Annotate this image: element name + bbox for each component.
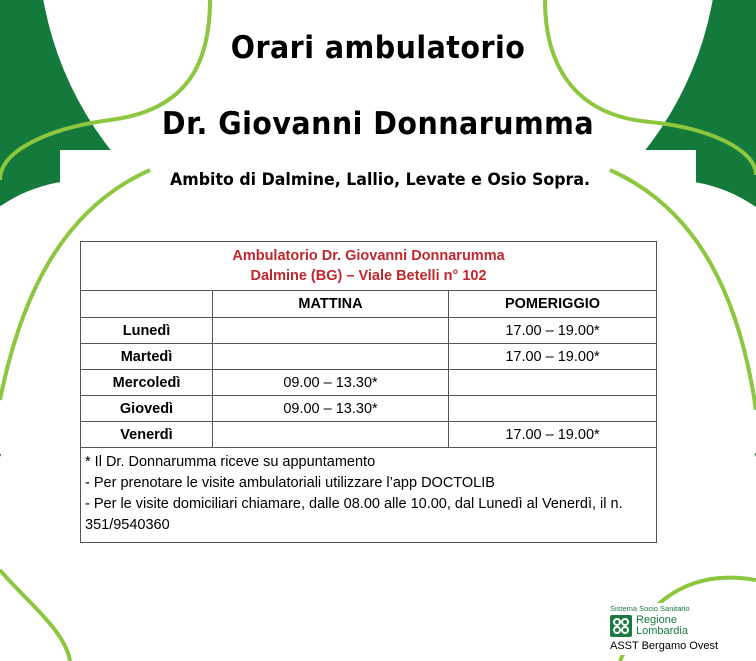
clinic-header: [81, 242, 657, 291]
note-home-visits: - Per le visite domiciliari chiamare, dalle 08.00 alle 10.00, dal Lunedì al Venerdì, il n. 351/9540360: [85, 496, 623, 533]
clinic-name: Ambulatorio Dr. Giovanni Donnarumma: [232, 248, 505, 264]
table-row: [81, 422, 657, 448]
lombardia-rose-icon: [610, 615, 632, 637]
column-header-afternoon: POMERIGGIO: [449, 291, 657, 318]
morning-slot: [213, 422, 449, 448]
table-row: [81, 344, 657, 370]
logo-asst-label: ASST Bergamo Ovest: [610, 640, 719, 652]
day-name: Mercoledì: [81, 370, 213, 396]
morning-slot: 09.00 – 13.30*: [213, 396, 449, 422]
logo-region-line2: Lombardia: [636, 625, 688, 637]
column-header-day: [81, 291, 213, 318]
day-name: Martedì: [81, 344, 213, 370]
morning-slot: 09.00 – 13.30*: [213, 370, 449, 396]
afternoon-slot: [449, 396, 657, 422]
table-row: [81, 396, 657, 422]
regione-lombardia-logo: [606, 603, 728, 655]
afternoon-slot: 17.00 – 19.00*: [449, 344, 657, 370]
notes-cell: [81, 448, 657, 543]
note-appointment: * Il Dr. Donnarumma riceve su appuntamento: [85, 454, 376, 470]
notes-row: [81, 448, 657, 543]
logo-region-line1: Regione: [636, 614, 677, 626]
afternoon-slot: 17.00 – 19.00*: [449, 422, 657, 448]
clinic-header-row: [81, 242, 657, 291]
table-row: [81, 370, 657, 396]
table-row: [81, 318, 657, 344]
day-name: Venerdì: [81, 422, 213, 448]
page-title: Orari ambulatorio: [230, 30, 526, 66]
day-name: Lunedì: [81, 318, 213, 344]
morning-slot: [213, 318, 449, 344]
afternoon-slot: 17.00 – 19.00*: [449, 318, 657, 344]
morning-slot: [213, 344, 449, 370]
logo-system-label: Sistema Socio Sanitario: [610, 604, 690, 613]
schedule-table: [80, 241, 657, 543]
day-name: Giovedì: [81, 396, 213, 422]
area-subtitle: Ambito di Dalmine, Lallio, Levate e Osio Sopra.: [170, 170, 591, 190]
clinic-address: Dalmine (BG) – Viale Betelli n° 102: [250, 268, 487, 284]
column-header-morning: MATTINA: [213, 291, 449, 318]
column-header-row: [81, 291, 657, 318]
note-booking: - Per prenotare le visite ambulatoriali utilizzare l’app DOCTOLIB: [85, 475, 495, 491]
logo-region-name: [636, 615, 688, 637]
doctor-name: Dr. Giovanni Donnarumma: [161, 106, 595, 142]
afternoon-slot: [449, 370, 657, 396]
